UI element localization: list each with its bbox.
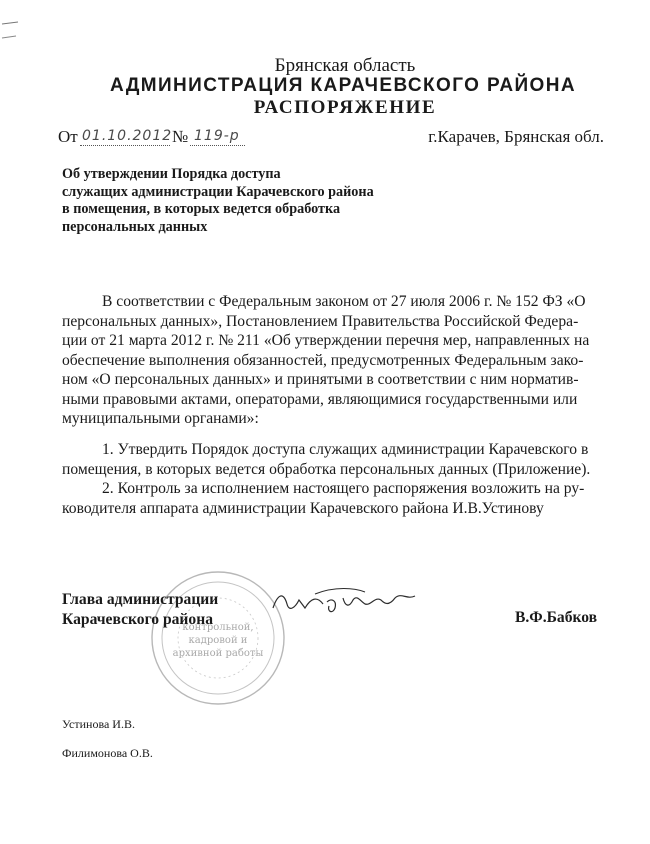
item-line: 2. Контроль за исполнением настоящего распоряжения возложить на ру-	[102, 480, 585, 497]
preamble-line: персональных данных», Постановлением Правительства Российской Федера-	[62, 312, 579, 330]
subject-line: персональных данных	[62, 218, 208, 235]
header-administration: АДМИНИСТРАЦИЯ КАРАЧЕВСКОГО РАЙОНА	[110, 75, 576, 96]
from-label: От	[58, 127, 78, 146]
executor-name: Филимонова О.В.	[62, 746, 153, 760]
item-line: 1. Утвердить Порядок доступа служащих администрации Карачевского в	[102, 441, 589, 458]
executor-name: Устинова И.В.	[62, 717, 135, 731]
item-line: помещения, в которых ведется обработка персональных данных (Приложение).	[62, 460, 591, 478]
date-number-line	[58, 127, 78, 147]
preamble-line: муниципальными органами»:	[62, 410, 259, 427]
document-subject	[62, 166, 374, 236]
preamble-line: В соответствии с Федеральным законом от 27 июля 2006 г. № 152 ФЗ «О	[102, 293, 586, 310]
signatory-title-line: Глава администрации	[62, 591, 219, 608]
subject-line: в помещения, в которых ведется обработка	[62, 201, 341, 217]
signatory-title	[62, 590, 218, 629]
seal-text-line: архивной работы	[172, 648, 264, 659]
number-label: №	[172, 127, 189, 146]
handwritten-number: 119-р	[194, 128, 240, 144]
handwritten-signature	[265, 578, 430, 626]
signatory-name: В.Ф.Бабков	[515, 609, 598, 626]
handwritten-date: 01.10.2012	[82, 128, 173, 144]
preamble-line: обеспечение выполнения обязанностей, предусмотренных Федеральным зако-	[62, 351, 584, 369]
preamble-line: ными правовыми актами, операторами, являющимися государственными или	[62, 390, 578, 408]
seal-text-line: кадровой и	[188, 635, 248, 646]
signatory-title-line: Карачевского района	[62, 610, 213, 628]
subject-line: Об утверждении Порядка доступа	[62, 166, 281, 182]
seal-text-line: контрольной,	[182, 622, 254, 633]
document-place: г.Карачев, Брянская обл.	[428, 127, 604, 146]
preamble-line: ном «О персональных данных» и принятыми в соответствии с ним норматив-	[62, 371, 579, 388]
scan-artifact-mark	[0, 20, 22, 50]
preamble-paragraph	[62, 292, 607, 429]
subject-line: служащих администрации Карачевского района	[62, 183, 374, 200]
preamble-line: ции от 21 марта 2012 г. № 211 «Об утверждении перечня мер, направленных на	[62, 332, 590, 349]
document-type-title: РАСПОРЯЖЕНИЕ	[253, 97, 437, 118]
date-underline	[80, 145, 170, 146]
ordered-items	[62, 440, 607, 518]
number-underline	[190, 145, 245, 146]
header-region: Брянская область	[274, 55, 416, 76]
item-line: ководителя аппарата администрации Карачевского района И.В.Устинову	[62, 499, 544, 517]
